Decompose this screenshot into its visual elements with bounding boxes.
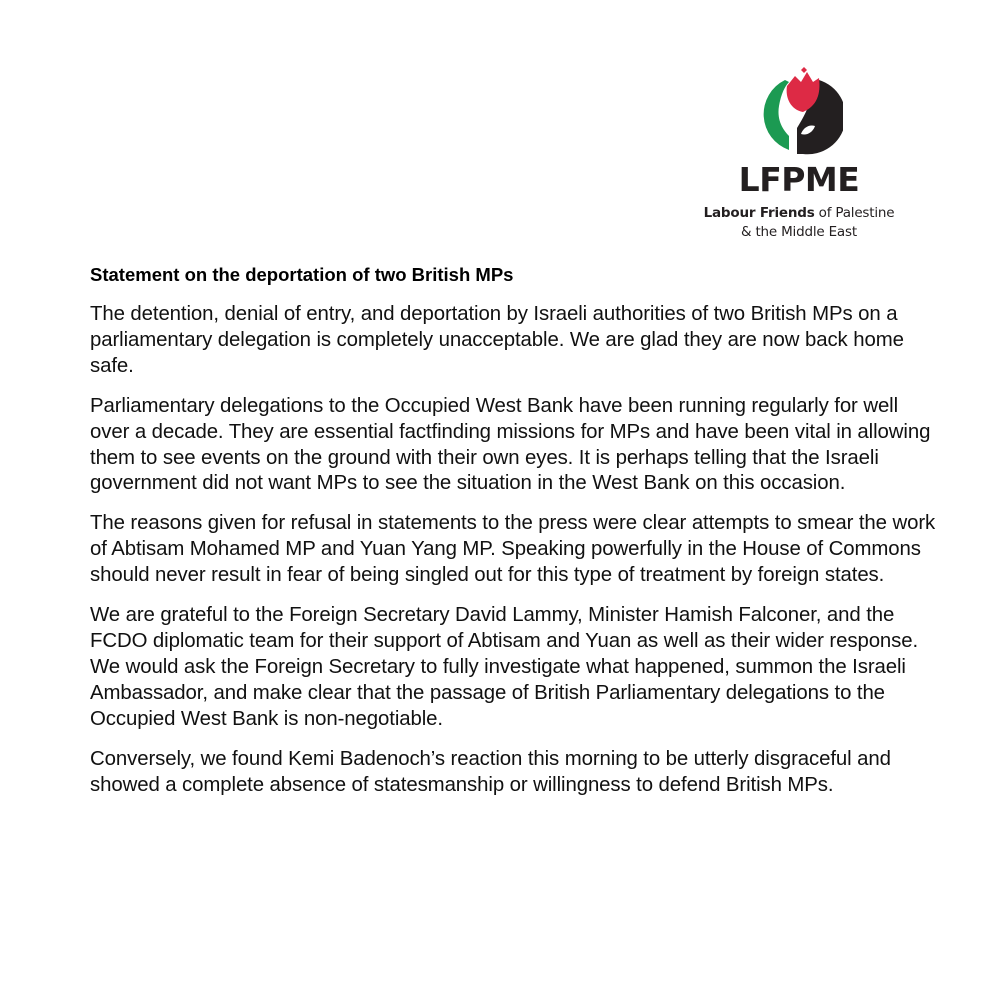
logo-acronym: LFPME [738,160,860,199]
logo-tagline-line2: & the Middle East [741,224,857,240]
statement-paragraph: Conversely, we found Kemi Badenoch’s reaction this morning to be utterly disgraceful and showed a complete absence of statesmanship or willingness to defend British MPs. [90,747,891,796]
statement-paragraph: We are grateful to the Foreign Secretary David Lammy, Minister Hamish Falconer, and the FCDO diplomatic team for their support of Abtisam and Yuan as well as their wider response. We would ask the Foreign Secretary to fully investigate what happened, summon the Israeli Ambassador, and make clear that the passage of British Parliamentary delegations to the Occupied West Bank is non-negotiable. [90,604,919,730]
statement-paragraph: Parliamentary delegations to the Occupied West Bank have been running regularly for well over a decade. They are essential factfinding missions for MPs and have been vital in allowing them to see events on the ground with their own eyes. It is perhaps telling that the Israeli government did not want MPs to see the situation in the West Bank on this occasion. [90,394,931,495]
rose-tulip-circle-icon [763,66,843,158]
statement-paragraph: The reasons given for refusal in statements to the press were clear attempts to smear the work of Abtisam Mohamed MP and Yuan Yang MP. Speaking powerfully in the House of Commons should never result in fear of being singled out for this type of treatment by foreign states. [90,512,936,587]
statement-paragraph: The detention, denial of entry, and deportation by Israeli authorities of two British MPs on a parliamentary delegation is completely unacceptable. We are glad they are now back home safe. [90,303,904,377]
statement-headline: Statement on the deportation of two British MPs [90,264,514,285]
logo-tagline-bold: Labour Friends [703,205,815,221]
lfpme-logo [690,66,910,246]
logo-tagline-rest: of Palestine [814,205,895,221]
statement-body [90,262,940,812]
logo-tagline-line1 [690,204,908,222]
